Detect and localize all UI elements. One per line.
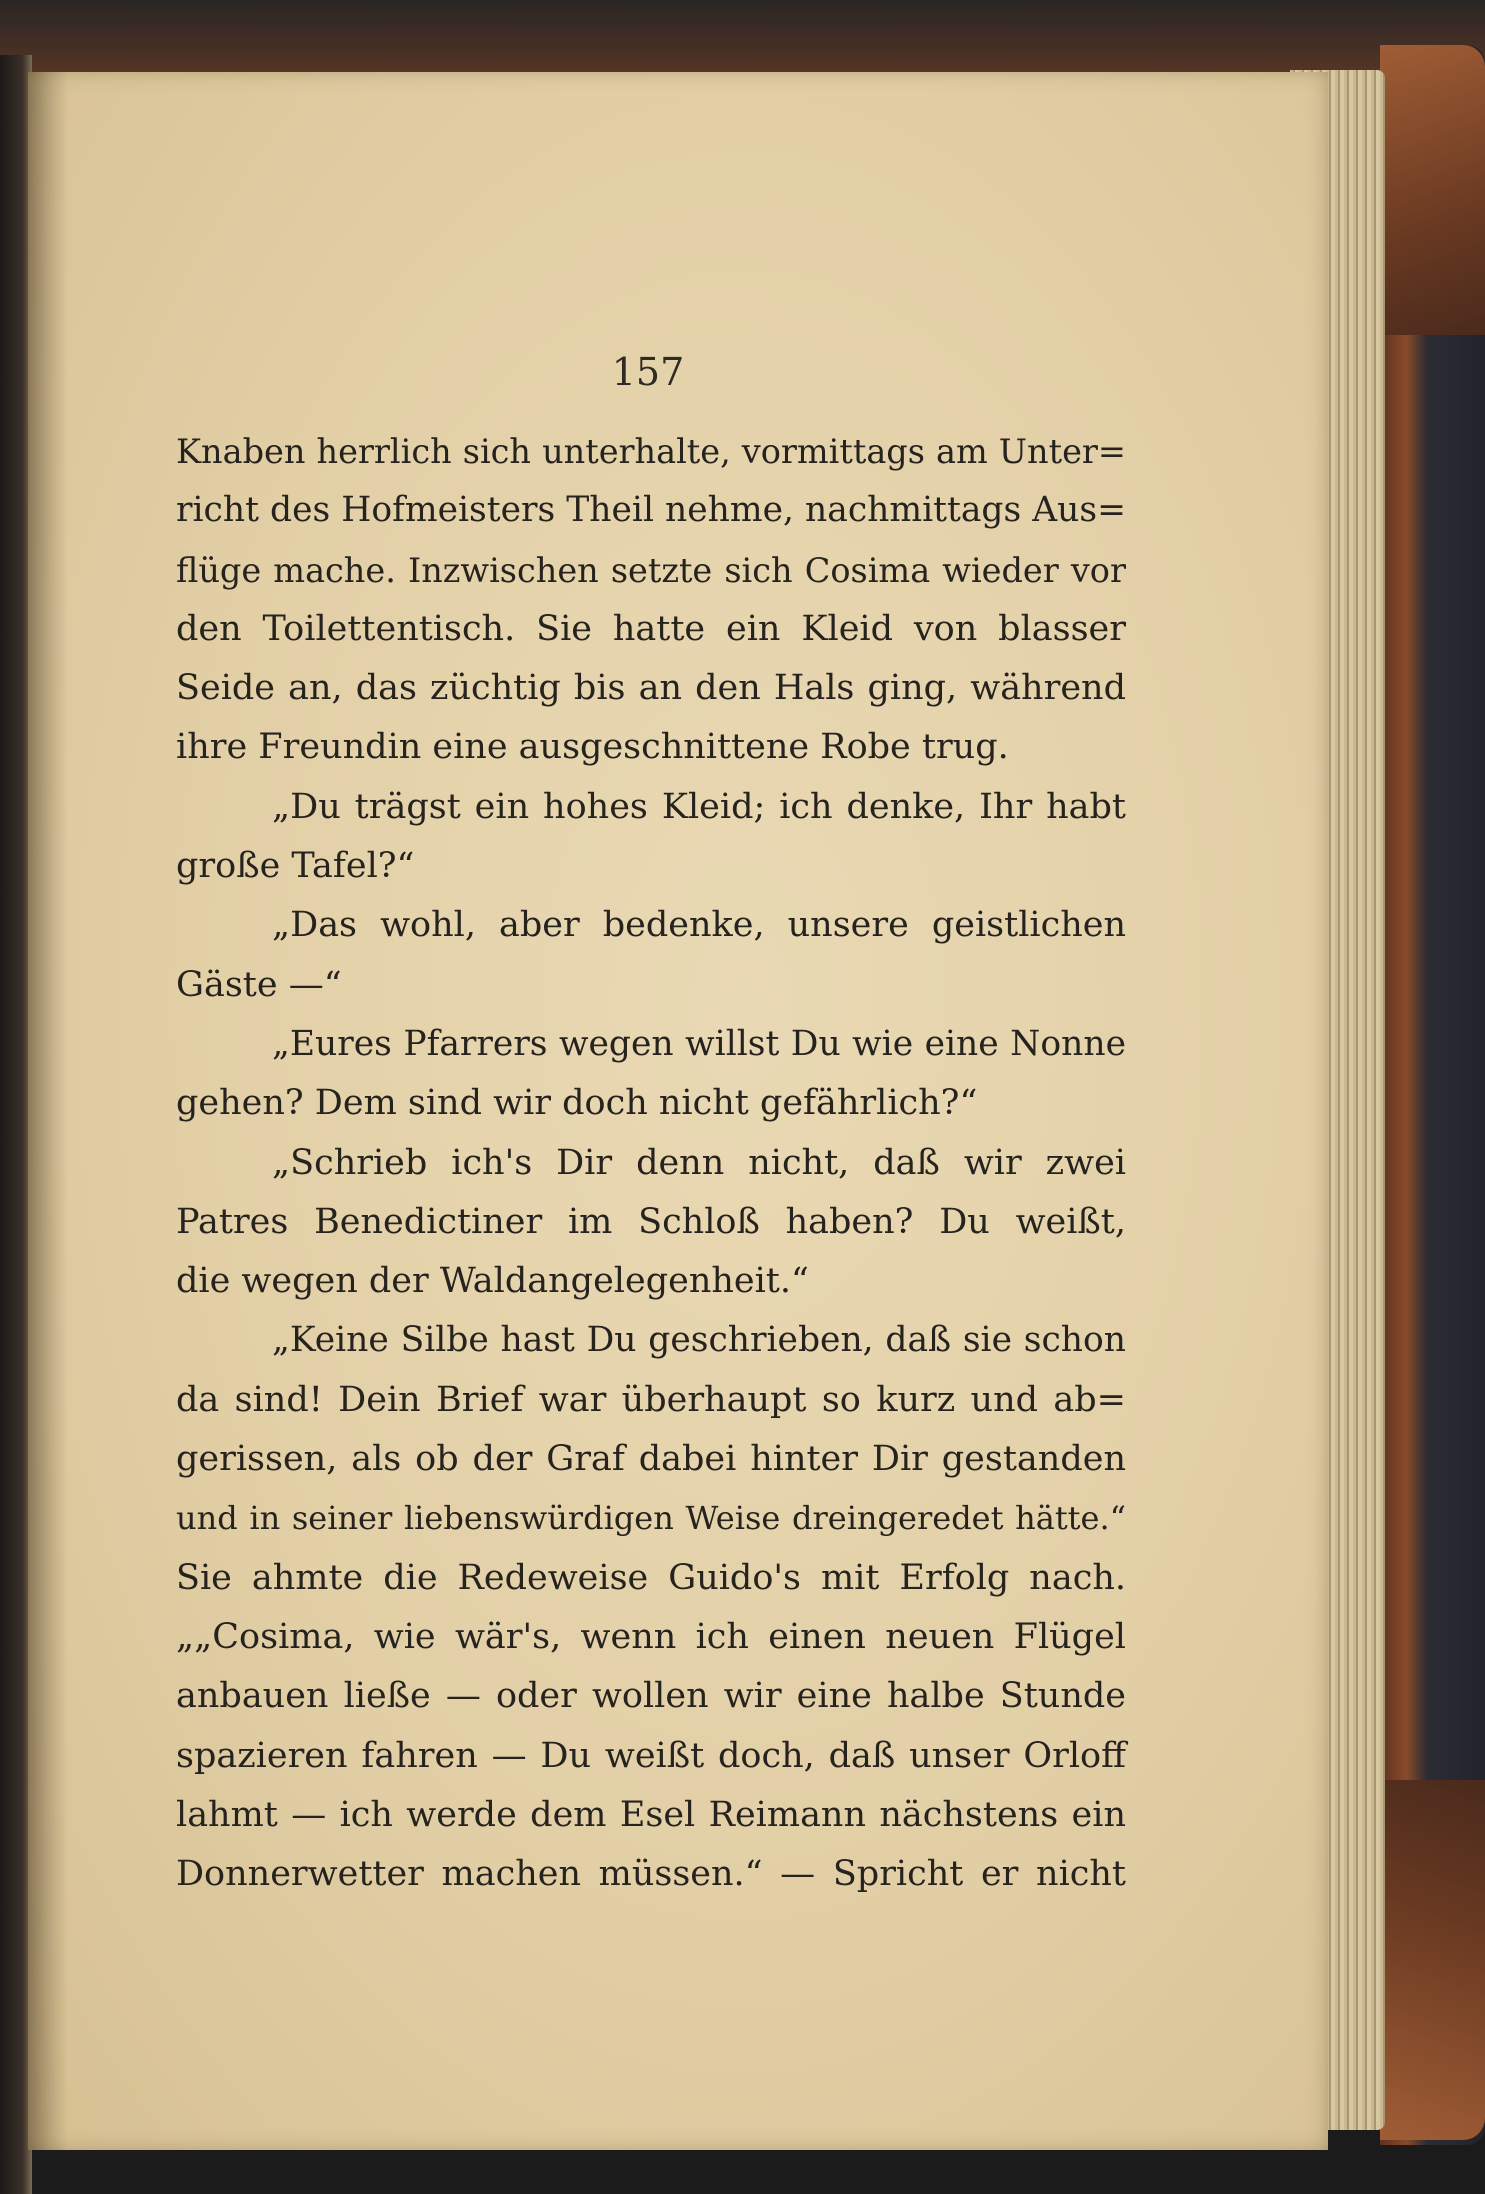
page-number: 157 [611,350,685,394]
leather-corner-top [1380,45,1485,335]
text-line: „Keine Silbe hast Du geschrieben, daß sie schon [272,1320,1126,1361]
text-line: Knaben herrlich sich unterhalte, vormittags am Unter= [176,432,1126,471]
text-line: ihre Freundin eine ausgeschnittene Robe trug. [176,727,1009,768]
text-line: flüge mache. Inzwischen setzte sich Cosima wieder vor [176,550,1126,590]
text-line: Donnerwetter machen müssen.“ — Spricht er nicht [176,1854,1126,1895]
text-line: spazieren fahren — Du weißt doch, daß unser Orloff [176,1735,1126,1776]
book-page [28,72,1328,2150]
text-line: Seide an, das züchtig bis an den Hals ging, während [176,668,1126,709]
text-line: gehen? Dem sind wir doch nicht gefährlich?“ [176,1083,978,1124]
text-line: Gäste —“ [176,964,342,1005]
text-line: „Eures Pfarrers wegen willst Du wie eine Nonne [272,1023,1126,1064]
leather-corner-bottom [1380,1780,1485,2140]
text-line: richt des Hofmeisters Theil nehme, nachmittags Aus= [176,490,1126,531]
text-line: „Du trägst ein hohes Kleid; ich denke, Ihr habt [272,786,1126,827]
text-line: Patres Benedictiner im Schloß haben? Du weißt, [176,1201,1126,1242]
gutter-shadow [28,72,68,2150]
text-line: „Das wohl, aber bedenke, unsere geistlichen [272,905,1126,946]
text-line: da sind! Dein Brief war überhaupt so kurz und ab= [176,1379,1126,1420]
text-line: anbauen ließe — oder wollen wir eine halbe Stunde [176,1676,1126,1717]
text-line: den Toilettentisch. Sie hatte ein Kleid von blasser [176,608,1126,649]
text-line: „Schrieb ich's Dir denn nicht, daß wir zwei [272,1142,1126,1183]
text-line: gerissen, als ob der Graf dabei hinter Dir gestanden [176,1439,1126,1480]
text-line: „„Cosima, wie wär's, wenn ich einen neuen Flügel [176,1616,1126,1657]
text-line: Sie ahmte die Redeweise Guido's mit Erfolg nach. [176,1557,1126,1598]
text-line: die wegen der Waldangelegenheit.“ [176,1261,809,1302]
text-line: und in seiner liebenswürdigen Weise dreingeredet hätte.“ [176,1499,1126,1538]
page-text [176,422,1126,1904]
text-line: lahmt — ich werde dem Esel Reimann nächstens ein [176,1794,1126,1835]
text-line: große Tafel?“ [176,846,415,887]
